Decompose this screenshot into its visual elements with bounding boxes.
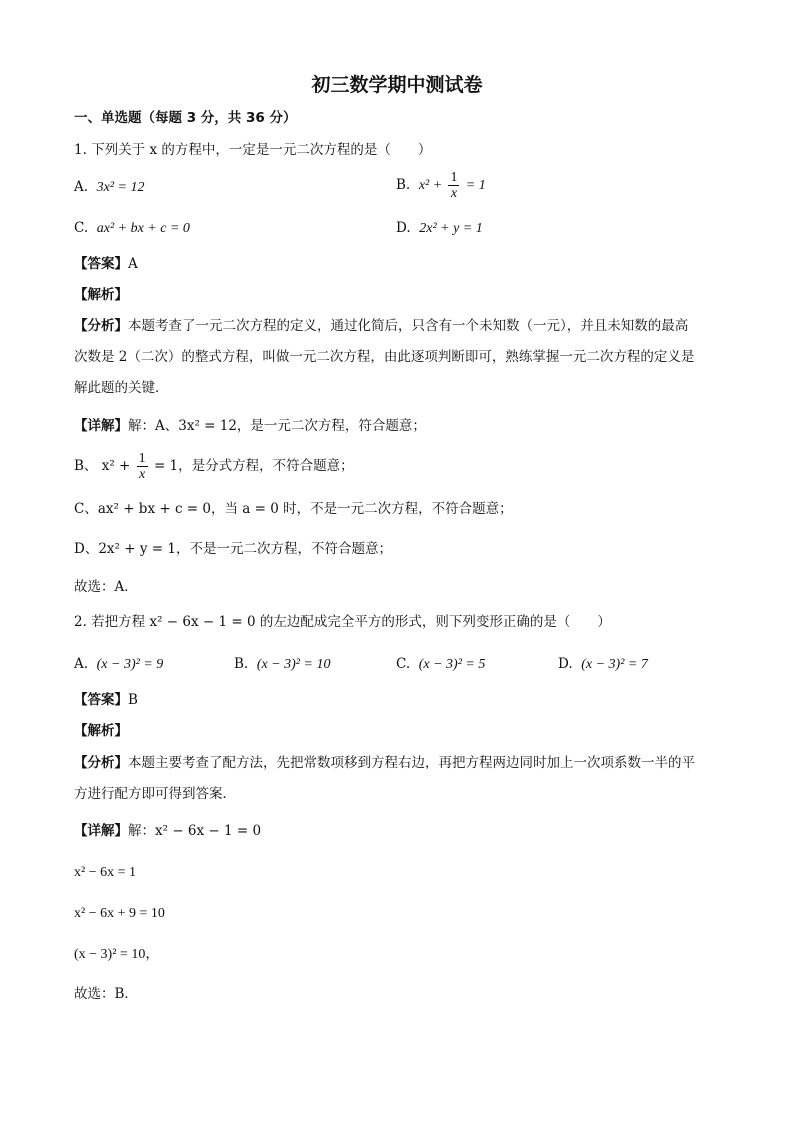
option-label: C.: [396, 656, 411, 672]
q2-option-d: [558, 654, 648, 675]
q2-stem: 2. 若把方程 x² − 6x − 1 = 0 的左边配成完全平方的形式，则下列变形正确的是（ ）: [74, 614, 611, 630]
q1-stem: 1. 下列关于 x 的方程中，一定是一元二次方程的是（ ）: [74, 142, 432, 158]
option-expr: 3x² = 12: [96, 180, 145, 195]
answer-tag: 【答案】: [74, 256, 128, 272]
option-expr: (x − 3)² = 10: [256, 657, 331, 672]
q1-fenxi-line1: [74, 316, 688, 336]
option-expr: ax² + bx + c = 0: [96, 221, 190, 236]
q2-option-b: [234, 654, 330, 675]
fraction-numerator: 1: [138, 451, 146, 466]
option-label: B.: [234, 656, 249, 672]
fraction-denominator: x: [450, 186, 458, 201]
detail-b-pre: B、 x² +: [74, 458, 131, 474]
q1-fenxi-line3: 解此题的关键．: [74, 380, 169, 396]
fraction-numerator: 1: [450, 170, 458, 185]
q2-detail-step0: [74, 821, 261, 841]
q2-step3: (x − 3)² = 10，: [74, 947, 160, 962]
q1-detail-b: [74, 451, 354, 482]
q1-detail-d: D、2x² + y = 1，不是一元二次方程，不符合题意；: [74, 541, 392, 557]
q1-fenxi-line2: 次数是 2（二次）的整式方程，叫做一元二次方程，由此逐项判断即可，熟练掌握一元二次方程的定义是: [74, 349, 695, 365]
answer-tag: 【答案】: [74, 692, 128, 708]
fenxi-text: 本题考查了一元二次方程的定义，通过化简后，只含有一个未知数（一元），并且未知数的最高: [128, 318, 689, 334]
q2-fenxi-line2: 方进行配方即可得到答案．: [74, 786, 236, 802]
option-expr-post: = 1: [465, 178, 486, 193]
section-heading: 一、单选题（每题 3 分，共 36 分）: [74, 110, 297, 126]
option-label: A.: [74, 179, 89, 195]
option-label: A.: [74, 656, 89, 672]
option-expr: (x − 3)² = 9: [96, 657, 164, 672]
q2-fenxi-line1: [74, 753, 695, 773]
option-label: C.: [74, 220, 89, 236]
q1-answer: [74, 254, 138, 274]
q1-option-d: [396, 218, 483, 239]
option-expr: (x − 3)² = 7: [581, 657, 648, 672]
q2-option-a: [74, 654, 163, 675]
q1-analysis-tag: 【解析】: [74, 287, 128, 303]
detail-b-post: = 1，是分式方程，不符合题意；: [153, 458, 354, 474]
q2-answer: [74, 690, 138, 710]
option-expr: (x − 3)² = 5: [418, 657, 486, 672]
q2-step1: x² − 6x = 1: [74, 865, 136, 880]
q1-option-b: [396, 170, 486, 201]
detail-tag: 【详解】: [74, 823, 128, 839]
option-label: D.: [558, 656, 573, 672]
q1-detail-c: C、ax² + bx + c = 0，当 a = 0 时，不是一元二次方程，不符合题意；: [74, 501, 513, 517]
fraction: [137, 451, 148, 482]
fraction-denominator: x: [139, 467, 146, 482]
option-expr-pre: x² +: [418, 178, 443, 193]
fenxi-text: 本题主要考查了配方法，先把常数项移到方程右边，再把方程两边同时加上一次项系数一半的平: [128, 755, 695, 771]
q2-analysis-tag: 【解析】: [74, 723, 128, 739]
fenxi-tag: 【分析】: [74, 755, 128, 771]
q1-option-a: [74, 177, 145, 198]
q2-step2: x² − 6x + 9 = 10: [74, 906, 165, 921]
q2-conclusion: 故选：B．: [74, 986, 138, 1002]
option-expr: 2x² + y = 1: [419, 221, 483, 236]
option-label: B.: [396, 177, 411, 193]
answer-value: A: [128, 256, 138, 272]
q1-detail-a: [74, 416, 426, 436]
detail-tag: 【详解】: [74, 418, 128, 434]
fenxi-tag: 【分析】: [74, 318, 128, 334]
q2-option-c: [396, 654, 485, 675]
q1-option-c: [74, 218, 190, 239]
page-title: 初三数学期中测试卷: [311, 74, 483, 96]
detail-text: 解：x² − 6x − 1 = 0: [128, 823, 262, 839]
answer-value: B: [128, 692, 138, 708]
detail-text: 解：A、3x² = 12，是一元二次方程，符合题意；: [128, 418, 426, 434]
q1-conclusion: 故选：A．: [74, 579, 138, 595]
fraction: [448, 170, 459, 201]
option-label: D.: [396, 220, 411, 236]
